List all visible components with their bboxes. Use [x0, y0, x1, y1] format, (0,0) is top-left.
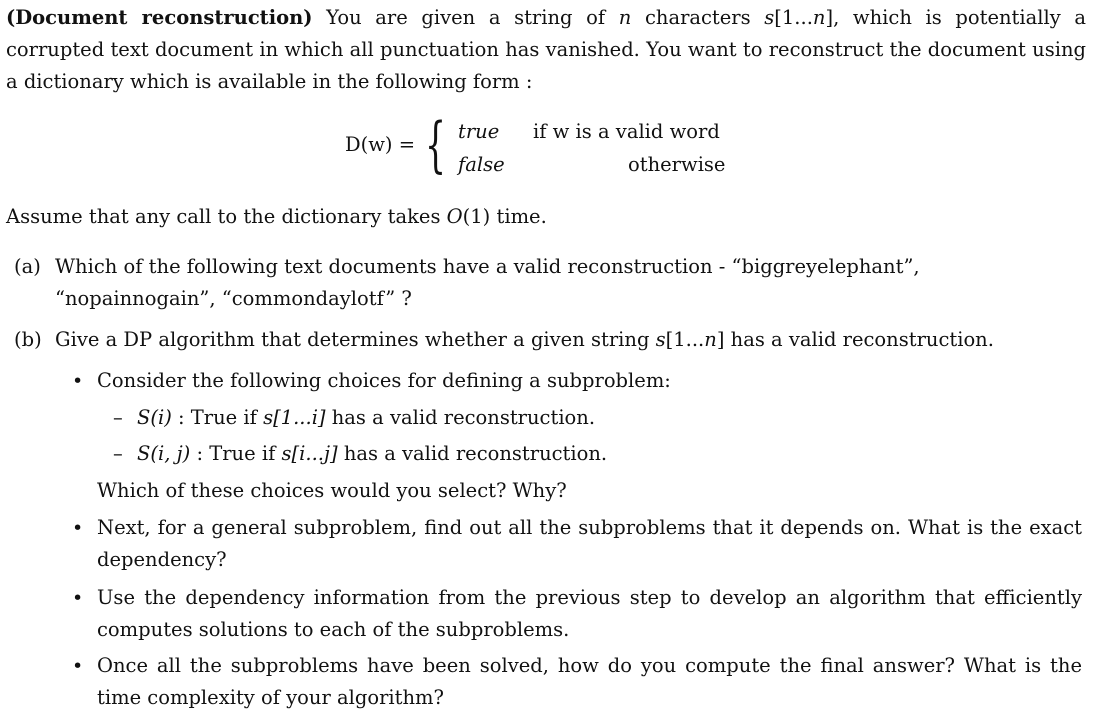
part-b-text-segment: [1... — [665, 328, 705, 351]
bullet-text: Use the dependency information from the previous step to develop an algorithm that efficiently computes solutions to each of the subproblems. — [97, 586, 1082, 641]
intro-var-s: s — [764, 6, 775, 29]
part-a — [14, 251, 1089, 315]
bullet-text: Next, for a general subproblem, find out all the subproblems that it depends on. What is the exact dependency? — [97, 516, 1082, 571]
formula-true-value: true — [458, 120, 500, 143]
part-b-text-segment: Give a DP algorithm that determines whether a given string — [55, 328, 656, 351]
part-a-text: Which of the following text documents have a valid reconstruction - “biggreyelephant”, “nopainnogain”, “commondaylotf” ? — [55, 255, 920, 310]
bullet-item — [72, 365, 1082, 397]
formula-false-condition: otherwise — [628, 153, 726, 176]
subchoice-end: has a valid reconstruction. — [337, 442, 608, 465]
bullet-dot-icon: • — [72, 370, 84, 392]
assume-text: (1) time. — [462, 205, 547, 228]
intro-text: You are given a string of — [312, 6, 619, 29]
intro-text: characters — [631, 6, 765, 29]
part-b-var-s: s — [655, 328, 666, 351]
bullet-dot-icon: • — [72, 517, 84, 539]
part-b-label: (b) — [14, 328, 42, 351]
subproblem-choice-1 — [113, 402, 613, 434]
intro-var-n: n — [618, 6, 632, 29]
bullet-item — [72, 512, 1082, 576]
left-brace-icon: { — [425, 110, 447, 180]
subchoice-arg: (i, j) — [150, 442, 191, 465]
subchoice-text — [137, 402, 595, 434]
bullet-dot-icon: • — [72, 587, 84, 609]
subchoice-symbol: S — [137, 442, 151, 465]
problem-heading: (Document reconstruction) — [6, 6, 313, 29]
part-b-var-n: n — [704, 328, 717, 351]
formula-true-condition: if w is a valid word — [533, 120, 720, 143]
choice-question: Which of these choices would you select? Why? — [97, 479, 567, 502]
subchoice-mid: : True if — [171, 406, 264, 429]
bullet-dot-icon: • — [72, 655, 84, 677]
dash-icon: – — [113, 406, 123, 429]
intro-text: ], which is potentially a corrupted text document in which all punctuation has vanished. You want to reconstruct the document using a dictionary which is available in the following form : — [6, 6, 1086, 93]
dash-icon: – — [113, 442, 123, 465]
subproblem-choice-2 — [113, 438, 633, 470]
formula-false-value: false — [458, 153, 505, 176]
assume-big-o: O — [446, 205, 463, 228]
bullet-item — [72, 582, 1082, 646]
intro-var-n: n — [812, 6, 826, 29]
subchoice-range: [i...j] — [291, 442, 338, 465]
bullet-text: Consider the following choices for defining a subproblem: — [97, 369, 671, 392]
subchoice-arg: (i) — [150, 406, 172, 429]
intro-text: [1... — [774, 6, 813, 29]
subchoice-end: has a valid reconstruction. — [325, 406, 596, 429]
subchoice-text — [137, 438, 607, 470]
assume-text: Assume that any call to the dictionary takes — [6, 205, 447, 228]
assumption-line — [6, 201, 547, 233]
subchoice-var-s: s — [281, 442, 292, 465]
part-b-text — [55, 324, 994, 356]
formula-lhs: D(w) = — [345, 133, 416, 156]
dictionary-formula — [345, 110, 735, 185]
part-b — [14, 324, 1089, 356]
part-b-text-segment: ] has a valid reconstruction. — [716, 328, 994, 351]
subchoice-symbol: S — [137, 406, 151, 429]
bullet-text: Once all the subproblems have been solved, how do you compute the final answer? What is the time complexity of your algorithm? — [97, 654, 1082, 709]
problem-intro — [6, 2, 1086, 98]
part-a-label: (a) — [14, 255, 41, 278]
subchoice-range: [1...i] — [273, 406, 326, 429]
subchoice-mid: : True if — [190, 442, 282, 465]
subchoice-var-s: s — [263, 406, 274, 429]
bullet-item — [72, 650, 1082, 714]
